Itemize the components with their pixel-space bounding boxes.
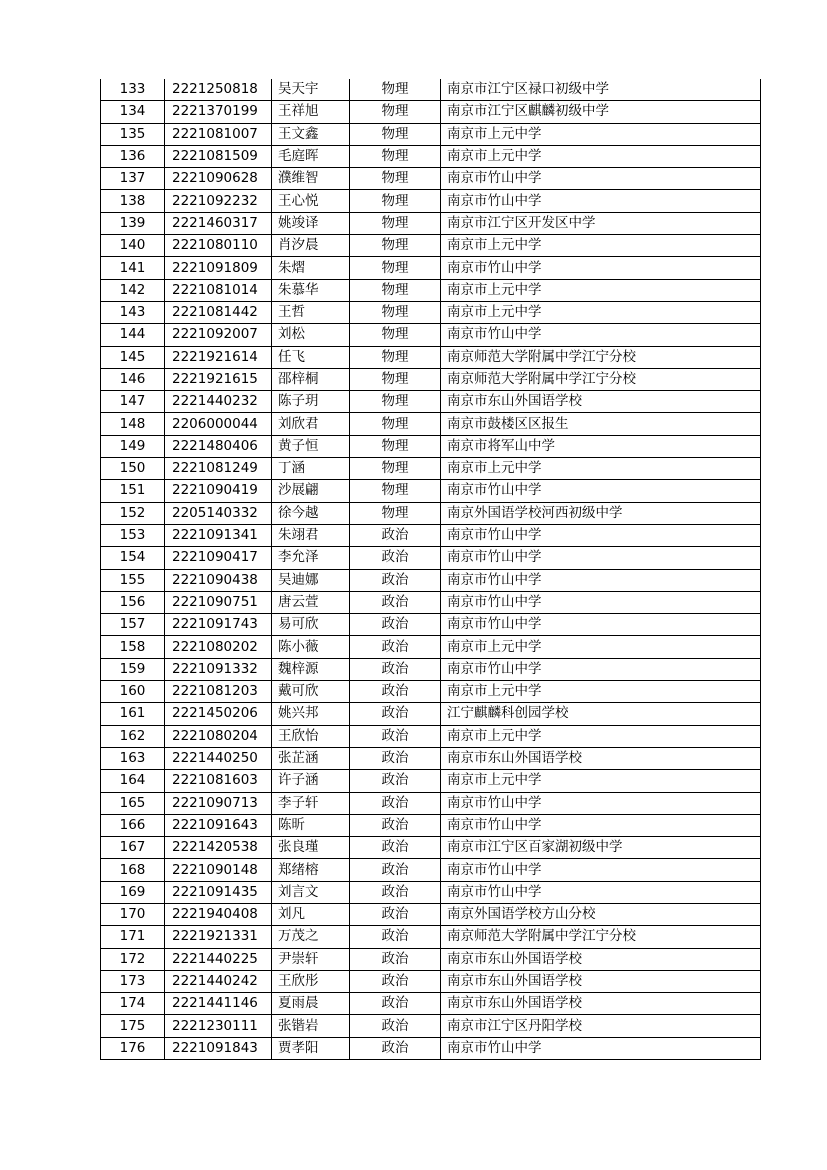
table-row xyxy=(101,502,761,524)
table-row xyxy=(101,1015,761,1037)
student-id: 2221090438 xyxy=(165,569,272,591)
student-name: 夏雨晨 xyxy=(272,993,350,1015)
student-name: 王哲 xyxy=(272,301,350,323)
student-name: 濮维智 xyxy=(272,168,350,190)
subject: 物理 xyxy=(350,324,441,346)
student-name: 陈子玥 xyxy=(272,391,350,413)
subject: 政治 xyxy=(350,569,441,591)
row-number: 135 xyxy=(101,123,165,145)
school-name: 南京市江宁区禄口初级中学 xyxy=(441,79,761,101)
subject: 物理 xyxy=(350,279,441,301)
row-number: 170 xyxy=(101,903,165,925)
row-number: 151 xyxy=(101,480,165,502)
table-row xyxy=(101,235,761,257)
subject: 政治 xyxy=(350,725,441,747)
row-number: 157 xyxy=(101,614,165,636)
row-number: 159 xyxy=(101,658,165,680)
school-name: 南京市上元中学 xyxy=(441,458,761,480)
student-name: 唐云萱 xyxy=(272,591,350,613)
subject: 政治 xyxy=(350,591,441,613)
row-number: 134 xyxy=(101,101,165,123)
student-name: 张锴岩 xyxy=(272,1015,350,1037)
student-id: 2221440225 xyxy=(165,948,272,970)
subject: 物理 xyxy=(350,145,441,167)
row-number: 155 xyxy=(101,569,165,591)
row-number: 176 xyxy=(101,1037,165,1059)
table-row xyxy=(101,970,761,992)
subject: 物理 xyxy=(350,168,441,190)
school-name: 南京市竹山中学 xyxy=(441,814,761,836)
table-row xyxy=(101,346,761,368)
table-row xyxy=(101,413,761,435)
subject: 政治 xyxy=(350,993,441,1015)
row-number: 137 xyxy=(101,168,165,190)
student-id: 2221092232 xyxy=(165,190,272,212)
student-id: 2221091809 xyxy=(165,257,272,279)
school-name: 南京市东山外国语学校 xyxy=(441,391,761,413)
row-number: 143 xyxy=(101,301,165,323)
row-number: 160 xyxy=(101,681,165,703)
student-id: 2221480406 xyxy=(165,435,272,457)
table-row xyxy=(101,859,761,881)
table-row xyxy=(101,458,761,480)
school-name: 南京市上元中学 xyxy=(441,681,761,703)
student-name: 徐今越 xyxy=(272,502,350,524)
school-name: 南京市江宁区百家湖初级中学 xyxy=(441,837,761,859)
student-id: 2205140332 xyxy=(165,502,272,524)
table-row xyxy=(101,591,761,613)
school-name: 南京市竹山中学 xyxy=(441,658,761,680)
student-name: 肖汐晨 xyxy=(272,235,350,257)
student-name: 黄子恒 xyxy=(272,435,350,457)
school-name: 南京市上元中学 xyxy=(441,145,761,167)
student-id: 2221091341 xyxy=(165,524,272,546)
subject: 政治 xyxy=(350,881,441,903)
row-number: 156 xyxy=(101,591,165,613)
student-id: 2221081007 xyxy=(165,123,272,145)
row-number: 167 xyxy=(101,837,165,859)
school-name: 南京市竹山中学 xyxy=(441,524,761,546)
subject: 政治 xyxy=(350,970,441,992)
table-row xyxy=(101,123,761,145)
table-row xyxy=(101,703,761,725)
student-table xyxy=(100,79,761,1060)
table-row xyxy=(101,391,761,413)
student-name: 王欣怡 xyxy=(272,725,350,747)
student-id: 2221081249 xyxy=(165,458,272,480)
school-name: 南京市竹山中学 xyxy=(441,881,761,903)
student-name: 沙展翩 xyxy=(272,480,350,502)
row-number: 150 xyxy=(101,458,165,480)
row-number: 163 xyxy=(101,747,165,769)
table-row xyxy=(101,547,761,569)
school-name: 南京市竹山中学 xyxy=(441,859,761,881)
student-id: 2221091435 xyxy=(165,881,272,903)
row-number: 158 xyxy=(101,636,165,658)
school-name: 南京市竹山中学 xyxy=(441,614,761,636)
student-id: 2221091643 xyxy=(165,814,272,836)
table-row xyxy=(101,257,761,279)
student-name: 王祥旭 xyxy=(272,101,350,123)
student-name: 毛庭晖 xyxy=(272,145,350,167)
table-row xyxy=(101,190,761,212)
school-name: 南京师范大学附属中学江宁分校 xyxy=(441,346,761,368)
student-name: 姚兴邦 xyxy=(272,703,350,725)
row-number: 162 xyxy=(101,725,165,747)
subject: 物理 xyxy=(350,212,441,234)
student-id: 2221081603 xyxy=(165,770,272,792)
subject: 政治 xyxy=(350,681,441,703)
student-name: 吴天宇 xyxy=(272,79,350,101)
table-row xyxy=(101,301,761,323)
row-number: 168 xyxy=(101,859,165,881)
row-number: 165 xyxy=(101,792,165,814)
row-number: 161 xyxy=(101,703,165,725)
subject: 物理 xyxy=(350,123,441,145)
row-number: 175 xyxy=(101,1015,165,1037)
student-name: 刘凡 xyxy=(272,903,350,925)
school-name: 南京师范大学附属中学江宁分校 xyxy=(441,368,761,390)
table-row xyxy=(101,1037,761,1059)
student-id: 2221081442 xyxy=(165,301,272,323)
student-name: 李允泽 xyxy=(272,547,350,569)
subject: 政治 xyxy=(350,703,441,725)
school-name: 南京市东山外国语学校 xyxy=(441,747,761,769)
school-name: 南京市江宁区开发区中学 xyxy=(441,212,761,234)
student-id: 2221081203 xyxy=(165,681,272,703)
student-name: 朱熠 xyxy=(272,257,350,279)
school-name: 南京外国语学校河西初级中学 xyxy=(441,502,761,524)
subject: 物理 xyxy=(350,368,441,390)
row-number: 133 xyxy=(101,79,165,101)
row-number: 145 xyxy=(101,346,165,368)
subject: 物理 xyxy=(350,480,441,502)
row-number: 169 xyxy=(101,881,165,903)
row-number: 141 xyxy=(101,257,165,279)
table-row xyxy=(101,279,761,301)
school-name: 南京市竹山中学 xyxy=(441,190,761,212)
subject: 政治 xyxy=(350,859,441,881)
table-row xyxy=(101,770,761,792)
row-number: 148 xyxy=(101,413,165,435)
subject: 物理 xyxy=(350,101,441,123)
school-name: 南京市鼓楼区区报生 xyxy=(441,413,761,435)
student-id: 2221440242 xyxy=(165,970,272,992)
row-number: 154 xyxy=(101,547,165,569)
table-row xyxy=(101,168,761,190)
school-name: 南京市上元中学 xyxy=(441,279,761,301)
subject: 政治 xyxy=(350,792,441,814)
row-number: 171 xyxy=(101,926,165,948)
subject: 政治 xyxy=(350,1015,441,1037)
subject: 物理 xyxy=(350,435,441,457)
school-name: 南京市竹山中学 xyxy=(441,257,761,279)
table-row xyxy=(101,926,761,948)
student-id: 2221091332 xyxy=(165,658,272,680)
subject: 物理 xyxy=(350,502,441,524)
subject: 政治 xyxy=(350,814,441,836)
row-number: 140 xyxy=(101,235,165,257)
school-name: 南京市江宁区麒麟初级中学 xyxy=(441,101,761,123)
student-name: 贾孝阳 xyxy=(272,1037,350,1059)
subject: 物理 xyxy=(350,413,441,435)
subject: 政治 xyxy=(350,903,441,925)
student-name: 许子涵 xyxy=(272,770,350,792)
table-row xyxy=(101,480,761,502)
student-id: 2221090419 xyxy=(165,480,272,502)
student-name: 张良瑾 xyxy=(272,837,350,859)
student-id: 2221090417 xyxy=(165,547,272,569)
school-name: 南京市竹山中学 xyxy=(441,1037,761,1059)
student-id: 2221080204 xyxy=(165,725,272,747)
student-id: 2221080202 xyxy=(165,636,272,658)
student-name: 郑绪榕 xyxy=(272,859,350,881)
student-name: 任飞 xyxy=(272,346,350,368)
student-name: 王欣彤 xyxy=(272,970,350,992)
student-name: 李子轩 xyxy=(272,792,350,814)
school-name: 江宁麒麟科创园学校 xyxy=(441,703,761,725)
row-number: 144 xyxy=(101,324,165,346)
student-name: 刘松 xyxy=(272,324,350,346)
student-name: 陈小薇 xyxy=(272,636,350,658)
school-name: 南京市将军山中学 xyxy=(441,435,761,457)
row-number: 139 xyxy=(101,212,165,234)
student-name: 王文鑫 xyxy=(272,123,350,145)
student-id: 2221250818 xyxy=(165,79,272,101)
school-name: 南京市竹山中学 xyxy=(441,591,761,613)
subject: 物理 xyxy=(350,346,441,368)
student-id: 2221440250 xyxy=(165,747,272,769)
row-number: 153 xyxy=(101,524,165,546)
school-name: 南京市上元中学 xyxy=(441,235,761,257)
school-name: 南京外国语学校方山分校 xyxy=(441,903,761,925)
table-row xyxy=(101,792,761,814)
table-row xyxy=(101,814,761,836)
student-id: 2221230111 xyxy=(165,1015,272,1037)
subject: 政治 xyxy=(350,747,441,769)
student-name: 张芷涵 xyxy=(272,747,350,769)
school-name: 南京市上元中学 xyxy=(441,301,761,323)
student-id: 2221370199 xyxy=(165,101,272,123)
student-id: 2221092007 xyxy=(165,324,272,346)
table-row xyxy=(101,524,761,546)
subject: 政治 xyxy=(350,926,441,948)
school-name: 南京市竹山中学 xyxy=(441,324,761,346)
student-id: 2221940408 xyxy=(165,903,272,925)
student-id: 2221090628 xyxy=(165,168,272,190)
subject: 政治 xyxy=(350,948,441,970)
student-name: 邵梓桐 xyxy=(272,368,350,390)
row-number: 152 xyxy=(101,502,165,524)
student-id: 2221450206 xyxy=(165,703,272,725)
student-name: 朱翊君 xyxy=(272,524,350,546)
subject: 物理 xyxy=(350,391,441,413)
student-name: 尹崇轩 xyxy=(272,948,350,970)
row-number: 136 xyxy=(101,145,165,167)
school-name: 南京市竹山中学 xyxy=(441,547,761,569)
subject: 政治 xyxy=(350,524,441,546)
subject: 政治 xyxy=(350,547,441,569)
school-name: 南京市江宁区丹阳学校 xyxy=(441,1015,761,1037)
student-name: 魏梓源 xyxy=(272,658,350,680)
row-number: 147 xyxy=(101,391,165,413)
student-id: 2221090148 xyxy=(165,859,272,881)
table-row xyxy=(101,903,761,925)
school-name: 南京市上元中学 xyxy=(441,725,761,747)
subject: 物理 xyxy=(350,257,441,279)
subject: 政治 xyxy=(350,1037,441,1059)
school-name: 南京市东山外国语学校 xyxy=(441,970,761,992)
table-body xyxy=(101,79,761,1060)
student-name: 万茂之 xyxy=(272,926,350,948)
student-id: 2221081509 xyxy=(165,145,272,167)
row-number: 149 xyxy=(101,435,165,457)
student-id: 2221081014 xyxy=(165,279,272,301)
table-row xyxy=(101,747,761,769)
student-name: 王心悦 xyxy=(272,190,350,212)
row-number: 146 xyxy=(101,368,165,390)
row-number: 142 xyxy=(101,279,165,301)
student-name: 丁涵 xyxy=(272,458,350,480)
row-number: 172 xyxy=(101,948,165,970)
subject: 政治 xyxy=(350,837,441,859)
school-name: 南京市上元中学 xyxy=(441,123,761,145)
student-name: 吴迪娜 xyxy=(272,569,350,591)
table-row xyxy=(101,881,761,903)
school-name: 南京市上元中学 xyxy=(441,636,761,658)
school-name: 南京师范大学附属中学江宁分校 xyxy=(441,926,761,948)
table-row xyxy=(101,79,761,101)
student-id: 2221091843 xyxy=(165,1037,272,1059)
table-row xyxy=(101,435,761,457)
student-name: 姚竣译 xyxy=(272,212,350,234)
subject: 物理 xyxy=(350,301,441,323)
table-row xyxy=(101,212,761,234)
student-name: 陈昕 xyxy=(272,814,350,836)
student-name: 刘言文 xyxy=(272,881,350,903)
school-name: 南京市东山外国语学校 xyxy=(441,993,761,1015)
student-id: 2221420538 xyxy=(165,837,272,859)
student-id: 2221440232 xyxy=(165,391,272,413)
school-name: 南京市竹山中学 xyxy=(441,168,761,190)
student-id: 2221080110 xyxy=(165,235,272,257)
student-id: 2221090713 xyxy=(165,792,272,814)
table-row xyxy=(101,636,761,658)
table-row xyxy=(101,569,761,591)
school-name: 南京市竹山中学 xyxy=(441,792,761,814)
subject: 政治 xyxy=(350,614,441,636)
table-row xyxy=(101,993,761,1015)
row-number: 174 xyxy=(101,993,165,1015)
student-name: 刘欣君 xyxy=(272,413,350,435)
row-number: 138 xyxy=(101,190,165,212)
subject: 物理 xyxy=(350,79,441,101)
school-name: 南京市竹山中学 xyxy=(441,569,761,591)
school-name: 南京市东山外国语学校 xyxy=(441,948,761,970)
table-row xyxy=(101,681,761,703)
student-id: 2221090751 xyxy=(165,591,272,613)
table-row xyxy=(101,368,761,390)
table-row xyxy=(101,837,761,859)
row-number: 173 xyxy=(101,970,165,992)
student-id: 2221921614 xyxy=(165,346,272,368)
student-id: 2206000044 xyxy=(165,413,272,435)
table-row xyxy=(101,725,761,747)
subject: 物理 xyxy=(350,458,441,480)
student-id: 2221921331 xyxy=(165,926,272,948)
student-id: 2221091743 xyxy=(165,614,272,636)
table-row xyxy=(101,614,761,636)
subject: 政治 xyxy=(350,770,441,792)
student-id: 2221441146 xyxy=(165,993,272,1015)
subject: 物理 xyxy=(350,235,441,257)
row-number: 164 xyxy=(101,770,165,792)
subject: 政治 xyxy=(350,636,441,658)
student-id: 2221921615 xyxy=(165,368,272,390)
student-id: 2221460317 xyxy=(165,212,272,234)
table-row xyxy=(101,101,761,123)
school-name: 南京市竹山中学 xyxy=(441,480,761,502)
student-name: 戴可欣 xyxy=(272,681,350,703)
table-row xyxy=(101,324,761,346)
table-row xyxy=(101,145,761,167)
student-name: 朱慕华 xyxy=(272,279,350,301)
row-number: 166 xyxy=(101,814,165,836)
student-name: 易可欣 xyxy=(272,614,350,636)
school-name: 南京市上元中学 xyxy=(441,770,761,792)
table-row xyxy=(101,948,761,970)
table-row xyxy=(101,658,761,680)
subject: 政治 xyxy=(350,658,441,680)
subject: 物理 xyxy=(350,190,441,212)
